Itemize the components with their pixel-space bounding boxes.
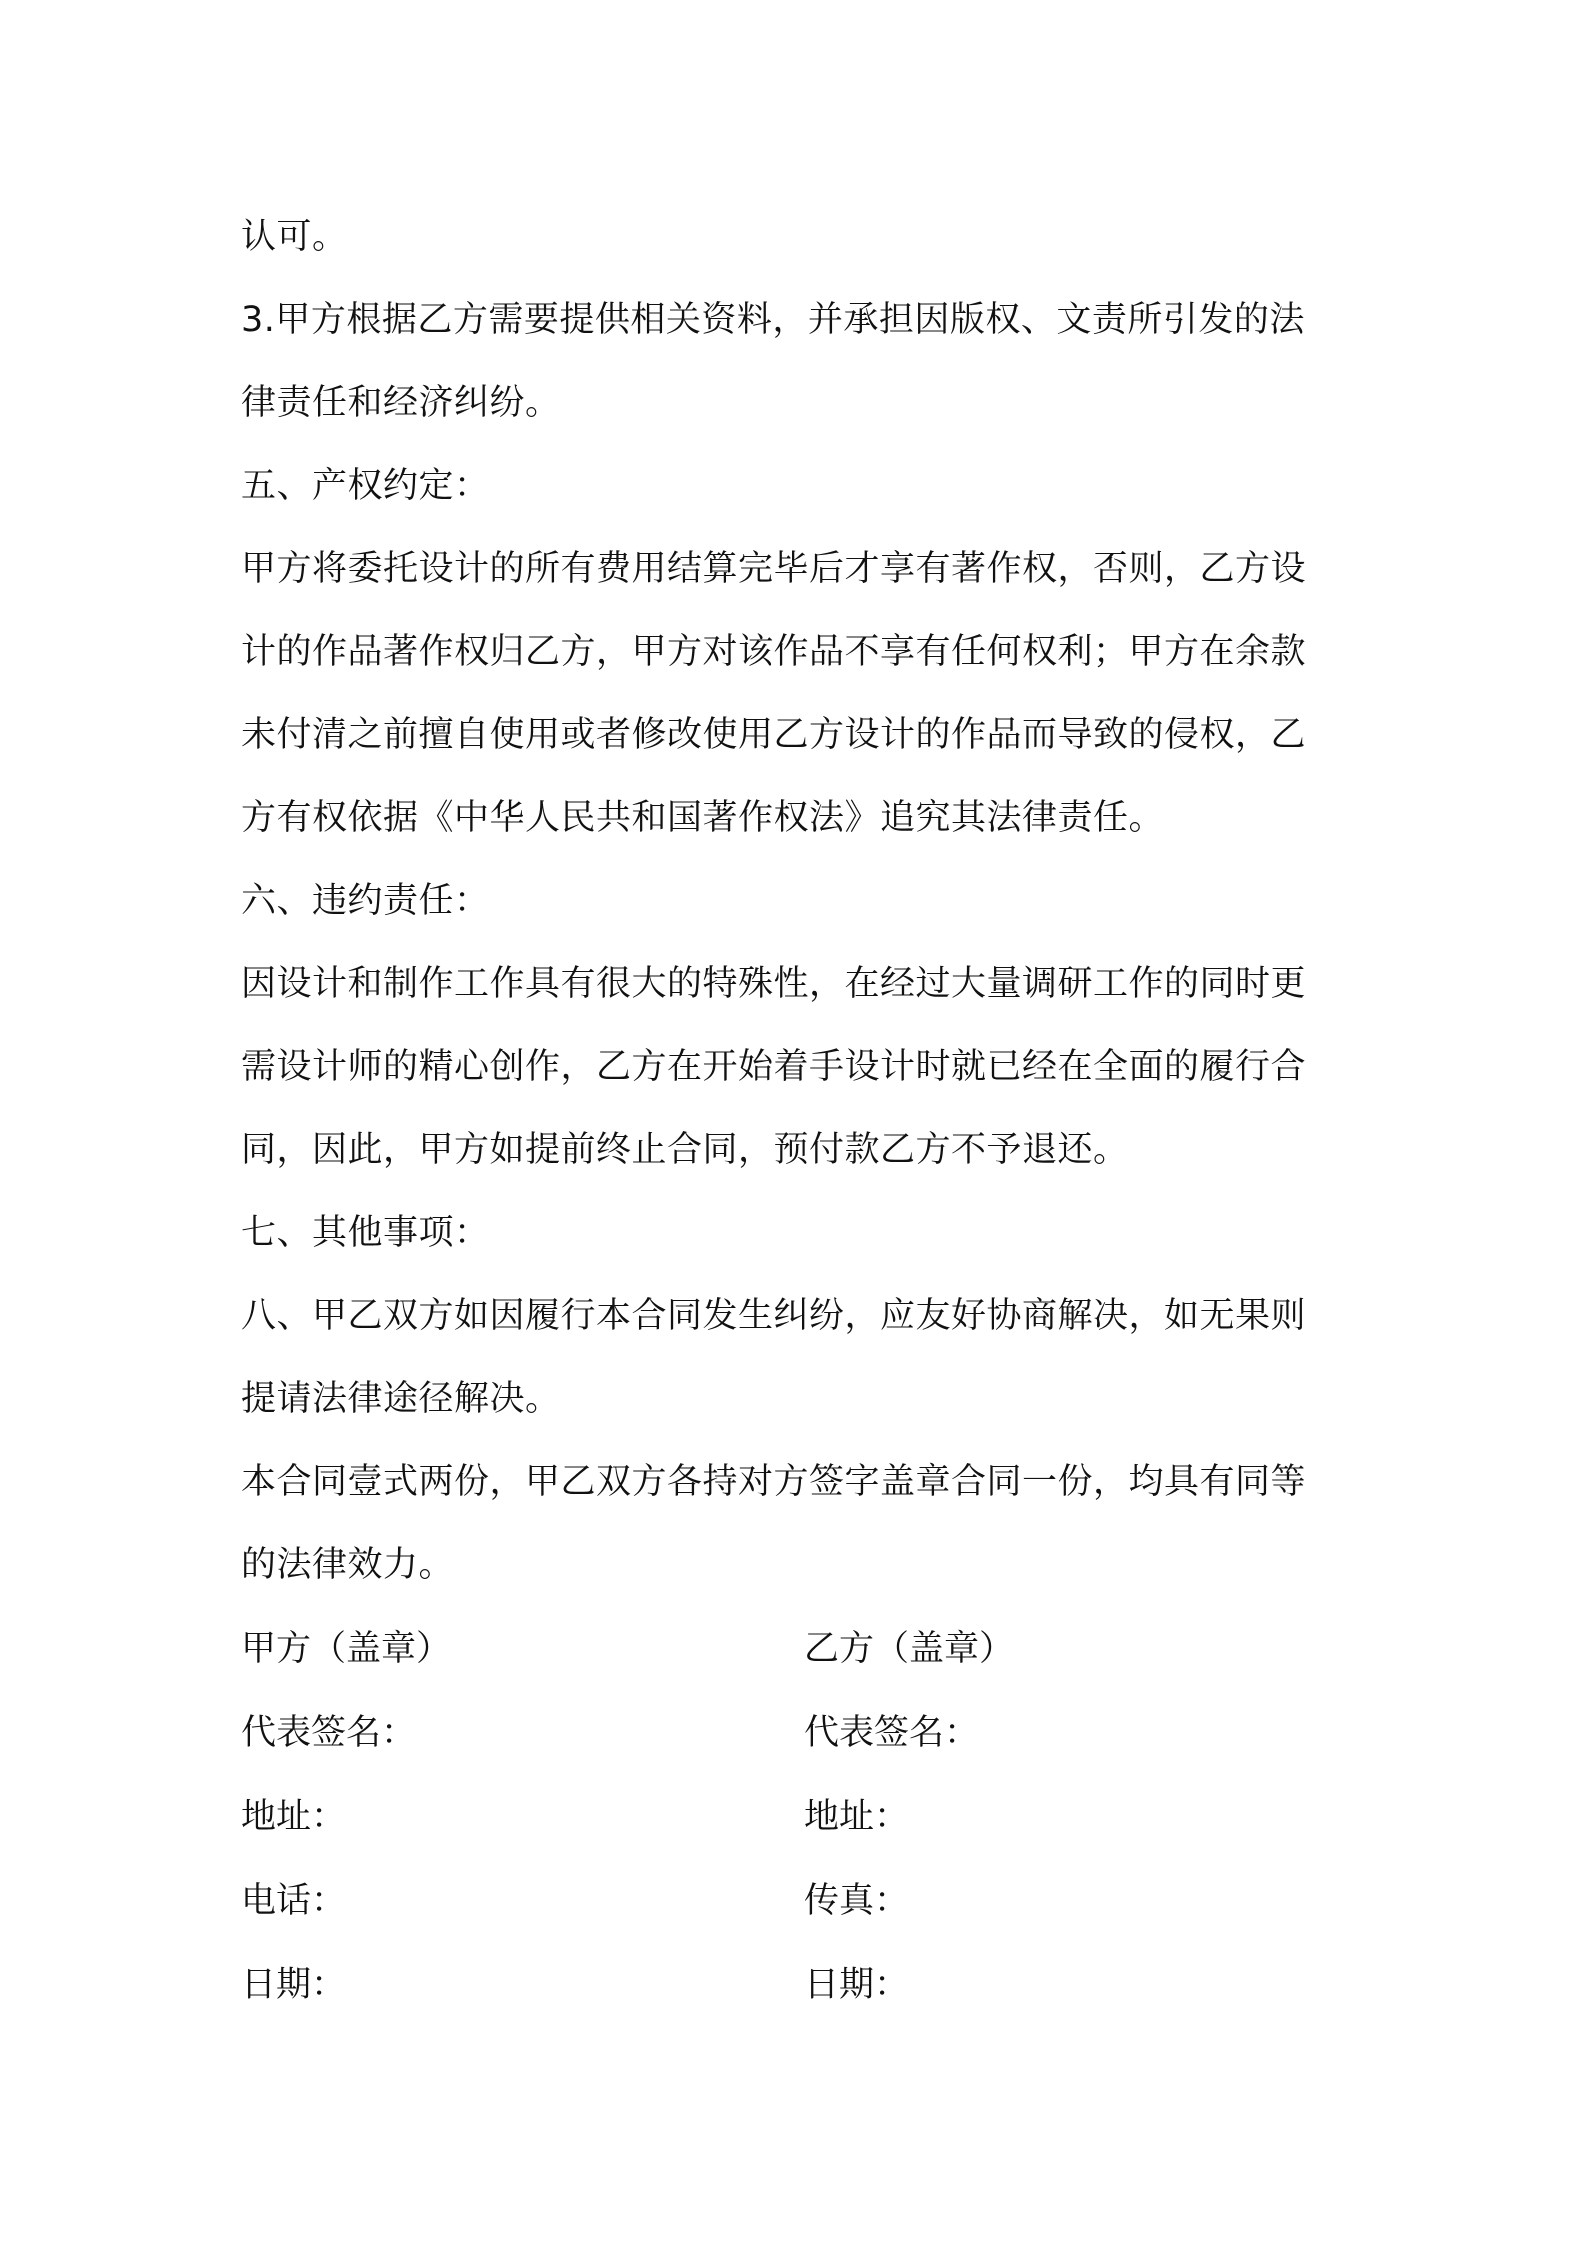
body-line: 需设计师的精心创作，乙方在开始着手设计时就已经在全面的履行合 [241, 1047, 1307, 1087]
section-heading-other-matters: 七、其他事项： [241, 1213, 490, 1253]
section-heading-property-rights: 五、产权约定： [241, 466, 490, 506]
body-line: 同，因此，甲方如提前终止合同，预付款乙方不予退还。 [241, 1130, 1129, 1170]
body-line: 因设计和制作工作具有很大的特殊性，在经过大量调研工作的同时更 [241, 964, 1307, 1004]
body-line: 认可。 [241, 217, 348, 257]
body-line: 的法律效力。 [241, 1545, 455, 1585]
body-line: 未付清之前擅自使用或者修改使用乙方设计的作品而导致的侵权，乙 [241, 715, 1307, 755]
clause-3-line: 律责任和经济纠纷。 [241, 383, 561, 423]
body-line: 计的作品著作权归乙方，甲方对该作品不享有任何权利；甲方在余款 [241, 632, 1307, 672]
party-a-phone-label: 电话： [241, 1881, 347, 1921]
party-b-representative-label: 代表签名： [804, 1713, 980, 1753]
document-page [241, 196, 1361, 2027]
signature-row-contact [241, 1859, 1361, 1943]
party-b-fax-label: 传真： [804, 1881, 910, 1921]
signature-row-address [241, 1775, 1361, 1859]
party-b-date-label: 日期： [804, 1965, 910, 2005]
signature-block [241, 1607, 1361, 2027]
signature-row-date [241, 1943, 1361, 2027]
contract-body [241, 196, 1361, 1607]
party-a-date-label: 日期： [241, 1965, 347, 2005]
clause-8-line: 八、甲乙双方如因履行本合同发生纠纷，应友好协商解决，如无果则 [241, 1296, 1307, 1336]
clause-3-line: 3.甲方根据乙方需要提供相关资料，并承担因版权、文责所引发的法 [241, 300, 1305, 340]
party-b-address-label: 地址： [804, 1797, 910, 1837]
party-a-seal-label: 甲方（盖章） [241, 1629, 452, 1669]
party-b-seal-label: 乙方（盖章） [804, 1629, 1015, 1669]
signature-row-seal [241, 1607, 1361, 1691]
party-a-representative-label: 代表签名： [241, 1713, 417, 1753]
clause-8-line: 提请法律途径解决。 [241, 1379, 561, 1419]
body-line: 甲方将委托设计的所有费用结算完毕后才享有著作权，否则，乙方设 [241, 549, 1307, 589]
body-line: 本合同壹式两份，甲乙双方各持对方签字盖章合同一份，均具有同等 [241, 1462, 1307, 1502]
party-a-address-label: 地址： [241, 1797, 347, 1837]
section-heading-breach-liability: 六、违约责任： [241, 881, 490, 921]
signature-row-representative [241, 1691, 1361, 1775]
body-line: 方有权依据《中华人民共和国著作权法》追究其法律责任。 [241, 798, 1165, 838]
